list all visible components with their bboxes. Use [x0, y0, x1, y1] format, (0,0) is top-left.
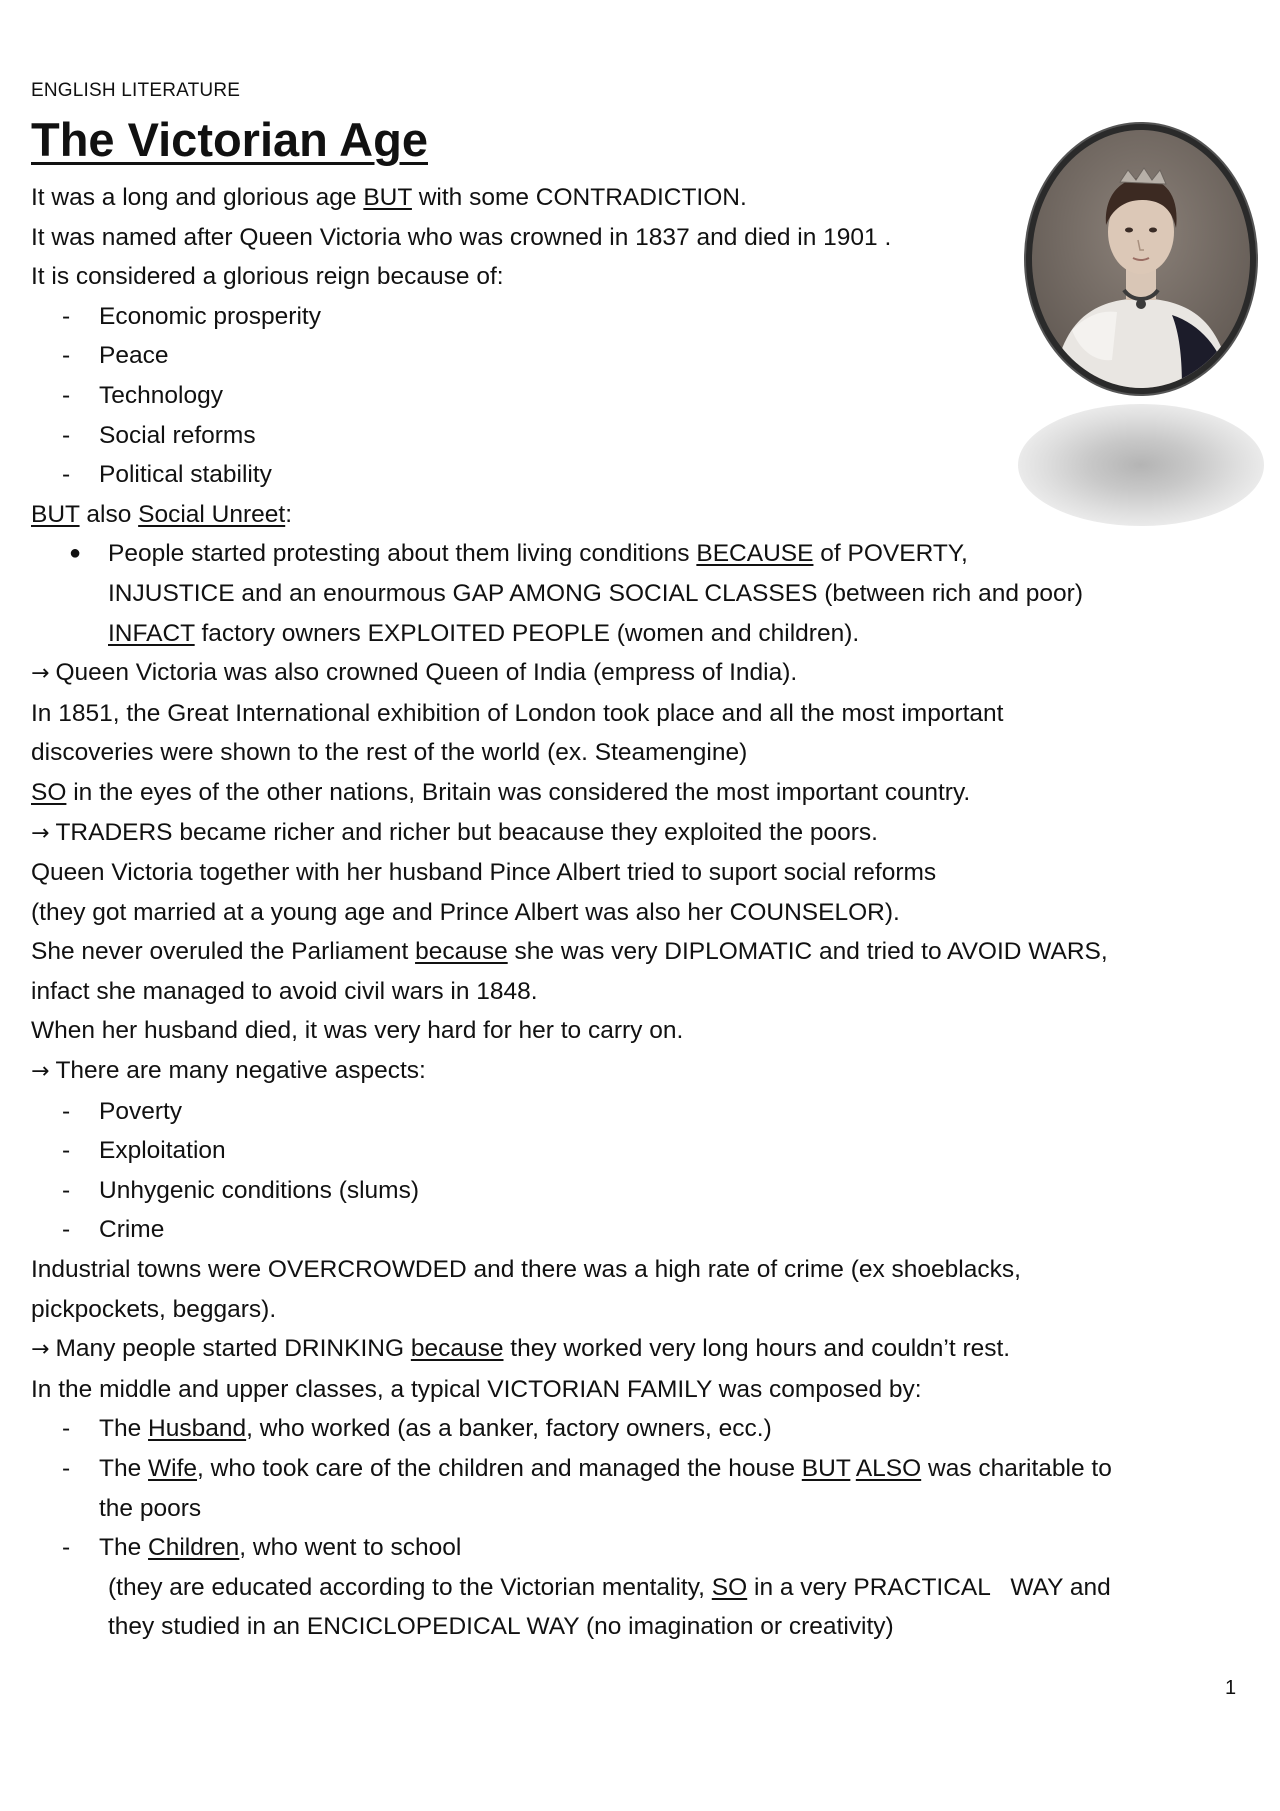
subject-label: ENGLISH LITERATURE [31, 80, 241, 101]
exhibition-line-2: discoveries were shown to the rest of the world (ex. Steamengine) [31, 739, 748, 767]
document-body [31, 178, 1241, 1647]
so-line: SO in the eyes of the other nations, Britain was considered the most important country. [31, 778, 971, 806]
arrow-icon: → [31, 1337, 50, 1363]
list-item: - Peace [62, 342, 169, 370]
albert-line-1: Queen Victoria together with her husband Pince Albert tried to suport social reforms [31, 859, 937, 887]
intro-line-2: It was named after Queen Victoria who was crowned in 1837 and died in 1901 . [31, 223, 892, 251]
education-line-2: they studied in an ENCICLOPEDICAL WAY (no imagination or creativity) [108, 1613, 894, 1641]
list-item: - Exploitation [62, 1137, 226, 1165]
list-continuation: the poors [99, 1494, 202, 1522]
list-item: - Poverty [62, 1097, 183, 1125]
page-number: 1 [1225, 1677, 1237, 1699]
intro-line-1: It was a long and glorious age BUT with some CONTRADICTION. [31, 184, 747, 211]
arrow-icon: → [31, 1059, 50, 1085]
bullet-item: ● People started protesting about them living conditions BECAUSE of POVERTY, [69, 540, 968, 568]
list-item: - Economic prosperity [62, 302, 321, 330]
family-intro-line: In the middle and upper classes, a typical VICTORIAN FAMILY was composed by: [31, 1375, 922, 1403]
husband-died-line: When her husband died, it was very hard for her to carry on. [31, 1017, 684, 1045]
list-item: - Crime [62, 1216, 165, 1244]
list-item: - Technology [62, 381, 223, 409]
exhibition-line-1: In 1851, the Great International exhibition of London took place and all the most important [31, 699, 1004, 727]
list-item: - The Husband, who worked (as a banker, factory owners, ecc.) [62, 1415, 772, 1443]
arrow-icon: → [31, 661, 50, 687]
list-item: - Political stability [62, 461, 272, 489]
list-item: - The Children, who went to school [62, 1534, 462, 1562]
page-title: The Victorian Age [31, 113, 428, 166]
arrow-icon: → [31, 820, 50, 846]
parliament-line: She never overuled the Parliament because she was very DIPLOMATIC and tried to AVOID WARS, [31, 938, 1108, 966]
india-line: → Queen Victoria was also crowned Queen of India (empress of India). [31, 659, 798, 687]
social-unrest-heading: BUT also Social Unreet: [31, 500, 293, 528]
bullet-continuation: INJUSTICE and an enourmous GAP AMONG SOCIAL CLASSES (between rich and poor) [108, 579, 1083, 607]
towns-line-2: pickpockets, beggars). [31, 1295, 277, 1323]
towns-line-1: Industrial towns were OVERCROWDED and there was a high rate of crime (ex shoeblacks, [31, 1256, 1021, 1284]
civil-wars-line: infact she managed to avoid civil wars in 1848. [31, 977, 538, 1005]
albert-line-2: (they got married at a young age and Prince Albert was also her COUNSELOR). [31, 898, 900, 926]
bullet-continuation: INFACT factory owners EXPLOITED PEOPLE (women and children). [108, 619, 860, 647]
intro-line-3: It is considered a glorious reign because of: [31, 263, 504, 291]
list-item: - Social reforms [62, 421, 256, 449]
traders-line: → TRADERS became richer and richer but beacause they exploited the poors. [31, 818, 878, 846]
list-item: - Unhygenic conditions (slums) [62, 1176, 419, 1204]
list-item: - The Wife, who took care of the children and managed the house BUT ALSO was charitable to [62, 1455, 1112, 1482]
education-line-1: (they are educated according to the Victorian mentality, SO in a very PRACTICAL WAY and [108, 1573, 1111, 1601]
negative-aspects-line: → There are many negative aspects: [31, 1057, 426, 1085]
drinking-line: → Many people started DRINKING because they worked very long hours and couldn’t rest. [31, 1335, 1011, 1363]
